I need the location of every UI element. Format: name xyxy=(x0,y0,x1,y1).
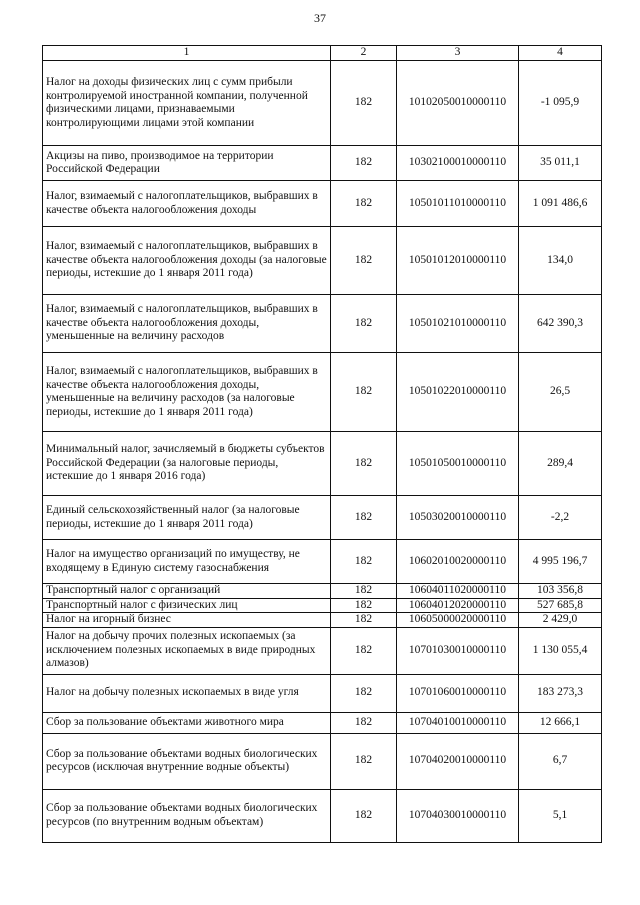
row-admin-code: 182 xyxy=(331,496,397,540)
row-kbk: 10704030010000110 xyxy=(397,789,519,842)
row-kbk: 10501022010000110 xyxy=(397,353,519,432)
column-header-4: 4 xyxy=(519,46,602,61)
row-kbk: 10701030010000110 xyxy=(397,627,519,674)
table-row xyxy=(43,733,602,789)
row-kbk: 10501021010000110 xyxy=(397,295,519,353)
row-admin-code: 182 xyxy=(331,584,397,599)
row-name: Налог, взимаемый с налогоплательщиков, выбравших в качестве объекта налогообложения доходы (за налоговые периоды, истекшие до 1 января 2011 года) xyxy=(43,227,331,295)
header-row xyxy=(43,46,602,61)
table-row xyxy=(43,181,602,227)
table-row xyxy=(43,627,602,674)
row-kbk: 10604011020000110 xyxy=(397,584,519,599)
row-amount: 35 011,1 xyxy=(519,146,602,181)
table-row xyxy=(43,432,602,496)
row-name: Сбор за пользование объектами животного мира xyxy=(43,712,331,733)
revenue-table xyxy=(42,45,602,843)
row-admin-code: 182 xyxy=(331,432,397,496)
row-kbk: 10302100010000110 xyxy=(397,146,519,181)
row-name: Транспортный налог с организаций xyxy=(43,584,331,599)
row-amount: 6,7 xyxy=(519,733,602,789)
row-admin-code: 182 xyxy=(331,613,397,628)
row-name: Налог на доходы физических лиц с сумм прибыли контролируемой иностранной компании, полученной физическими лицами, признаваемыми контролирующими лицами этой компании xyxy=(43,61,331,146)
row-amount: 1 130 055,4 xyxy=(519,627,602,674)
table-row xyxy=(43,712,602,733)
row-amount: 289,4 xyxy=(519,432,602,496)
page-number: 37 xyxy=(314,11,326,25)
table-row xyxy=(43,613,602,628)
row-kbk: 10604012020000110 xyxy=(397,598,519,613)
table-row xyxy=(43,146,602,181)
row-amount: 103 356,8 xyxy=(519,584,602,599)
table-row xyxy=(43,540,602,584)
row-amount: -1 095,9 xyxy=(519,61,602,146)
row-admin-code: 182 xyxy=(331,598,397,613)
row-admin-code: 182 xyxy=(331,295,397,353)
row-kbk: 10704010010000110 xyxy=(397,712,519,733)
row-amount: 2 429,0 xyxy=(519,613,602,628)
row-amount: 12 666,1 xyxy=(519,712,602,733)
table-row xyxy=(43,61,602,146)
row-amount: -2,2 xyxy=(519,496,602,540)
row-admin-code: 182 xyxy=(331,146,397,181)
row-kbk: 10605000020000110 xyxy=(397,613,519,628)
row-kbk: 10102050010000110 xyxy=(397,61,519,146)
row-name: Налог на добычу прочих полезных ископаемых (за исключением полезных ископаемых в виде природных алмазов) xyxy=(43,627,331,674)
table-row xyxy=(43,789,602,842)
row-amount: 527 685,8 xyxy=(519,598,602,613)
row-amount: 183 273,3 xyxy=(519,674,602,712)
row-admin-code: 182 xyxy=(331,733,397,789)
column-header-1: 1 xyxy=(43,46,331,61)
row-amount: 134,0 xyxy=(519,227,602,295)
row-name: Налог, взимаемый с налогоплательщиков, выбравших в качестве объекта налогообложения доходы, уменьшенные на величину расходов xyxy=(43,295,331,353)
row-name: Налог, взимаемый с налогоплательщиков, выбравших в качестве объекта налогообложения доходы, уменьшенные на величину расходов (за налоговые периоды, истекшие до 1 января 2011 года) xyxy=(43,353,331,432)
row-name: Налог на добычу полезных ископаемых в виде угля xyxy=(43,674,331,712)
row-kbk: 10501012010000110 xyxy=(397,227,519,295)
row-admin-code: 182 xyxy=(331,627,397,674)
row-admin-code: 182 xyxy=(331,540,397,584)
row-name: Налог на игорный бизнес xyxy=(43,613,331,628)
row-name: Налог, взимаемый с налогоплательщиков, выбравших в качестве объекта налогообложения доходы xyxy=(43,181,331,227)
row-admin-code: 182 xyxy=(331,61,397,146)
row-name: Единый сельскохозяйственный налог (за налоговые периоды, истекшие до 1 января 2011 года) xyxy=(43,496,331,540)
row-admin-code: 182 xyxy=(331,181,397,227)
row-amount: 642 390,3 xyxy=(519,295,602,353)
table-row xyxy=(43,496,602,540)
row-admin-code: 182 xyxy=(331,674,397,712)
row-kbk: 10501011010000110 xyxy=(397,181,519,227)
table-row xyxy=(43,295,602,353)
row-kbk: 10602010020000110 xyxy=(397,540,519,584)
row-kbk: 10701060010000110 xyxy=(397,674,519,712)
row-kbk: 10704020010000110 xyxy=(397,733,519,789)
table-row xyxy=(43,353,602,432)
row-amount: 4 995 196,7 xyxy=(519,540,602,584)
row-name: Налог на имущество организаций по имуществу, не входящему в Единую систему газоснабжения xyxy=(43,540,331,584)
column-header-2: 2 xyxy=(331,46,397,61)
row-kbk: 10501050010000110 xyxy=(397,432,519,496)
row-name: Акцизы на пиво, производимое на территории Российской Федерации xyxy=(43,146,331,181)
row-admin-code: 182 xyxy=(331,353,397,432)
table-row xyxy=(43,584,602,599)
table-row xyxy=(43,598,602,613)
table-row xyxy=(43,227,602,295)
column-header-3: 3 xyxy=(397,46,519,61)
row-admin-code: 182 xyxy=(331,712,397,733)
row-amount: 1 091 486,6 xyxy=(519,181,602,227)
row-amount: 5,1 xyxy=(519,789,602,842)
row-kbk: 10503020010000110 xyxy=(397,496,519,540)
row-name: Сбор за пользование объектами водных биологических ресурсов (исключая внутренние водные объекты) xyxy=(43,733,331,789)
row-name: Сбор за пользование объектами водных биологических ресурсов (по внутренним водным объектам) xyxy=(43,789,331,842)
row-admin-code: 182 xyxy=(331,789,397,842)
row-amount: 26,5 xyxy=(519,353,602,432)
row-name: Минимальный налог, зачисляемый в бюджеты субъектов Российской Федерации (за налоговые периоды, истекшие до 1 января 2016 года) xyxy=(43,432,331,496)
row-name: Транспортный налог с физических лиц xyxy=(43,598,331,613)
row-admin-code: 182 xyxy=(331,227,397,295)
table-row xyxy=(43,674,602,712)
